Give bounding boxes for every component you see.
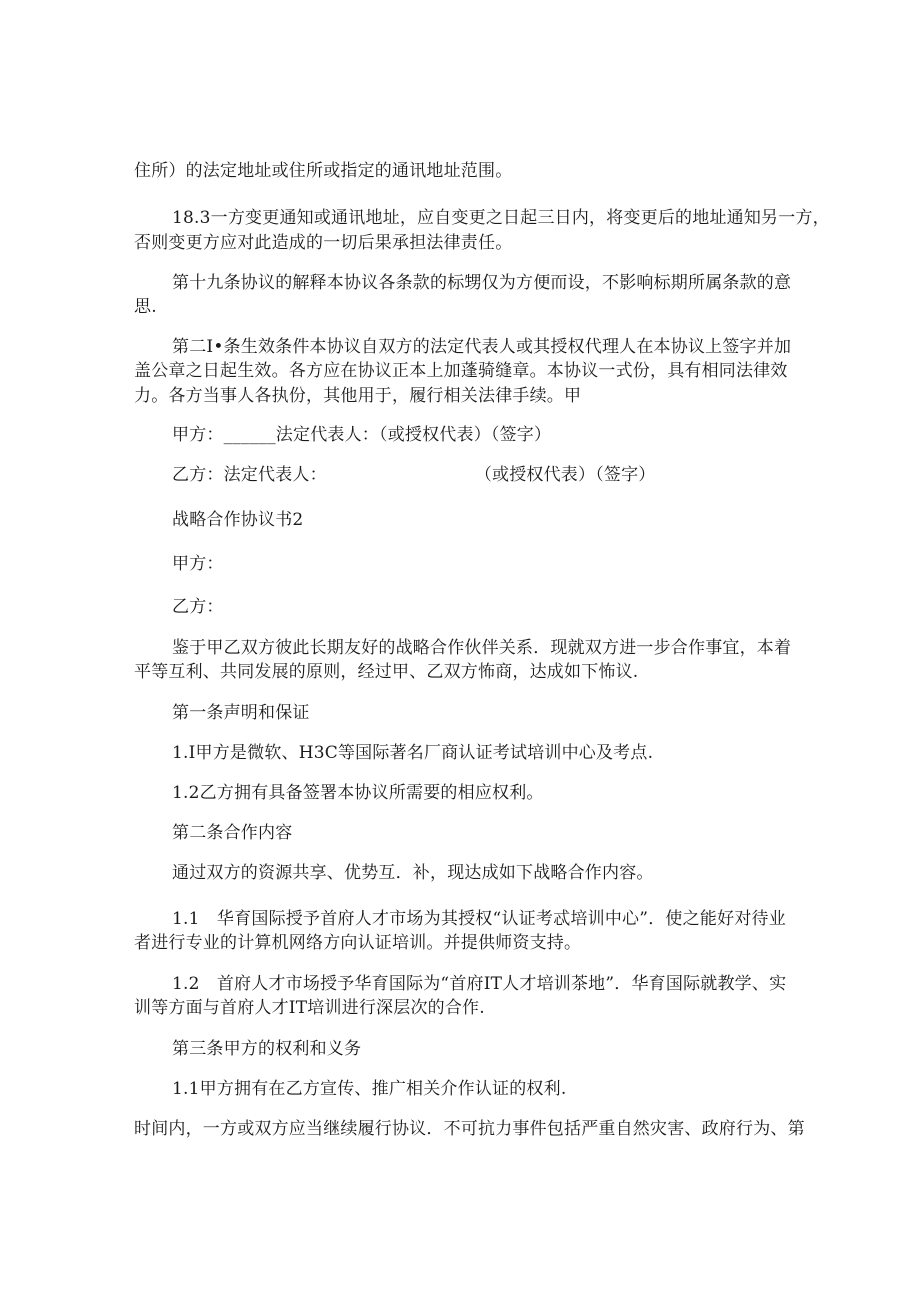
paragraph-line: 1.2 首府人才市场授予华育国际为“首府IT人才培训茶地”．华育国际就教学、实 bbox=[172, 974, 787, 994]
party-a-field: 甲方： bbox=[172, 554, 224, 574]
party-b-sign-tail: （或授权代表）（签字） bbox=[474, 465, 656, 485]
clause-line: 1.2乙方拥有具备签署本协议所需要的相应权利。 bbox=[172, 783, 544, 803]
signature-line-party-b bbox=[172, 464, 656, 486]
paragraph-line: 训等方面与首府人才IT培训进行深层次的合作. bbox=[134, 998, 485, 1018]
party-b-label: 乙方：法定代表人： bbox=[172, 465, 327, 485]
paragraph-line: 第十九条协议的解释本协议各条款的标甥仅为方便而设，不影响标期所属条款的意 bbox=[172, 273, 792, 293]
section-title: 战略合作协议书2 bbox=[172, 510, 304, 530]
paragraph-line: 1.1 华育国际授予首府人才市场为其授权“认证考忒培训中心”．使之能好对待业 bbox=[172, 909, 786, 929]
article-heading: 第三条甲方的权利和义务 bbox=[172, 1039, 362, 1059]
paragraph-line: 力。各方当事人各执份，其他用于，履行相关法律手续。甲 bbox=[134, 386, 582, 406]
paragraph-line: 否则变更方应对此造成的一切后果承担法律责任。 bbox=[134, 233, 513, 253]
party-b-field: 乙方： bbox=[172, 597, 224, 617]
article-heading: 第二条合作内容 bbox=[172, 823, 293, 843]
clause-line: 1.I甲方是微软、H3C等国际著名厂商认证考试培训中心及考点. bbox=[172, 743, 654, 763]
paragraph-line: 18.3一方变更通知或通讯地址，应自变更之日起三日内，将变更后的地址通知另一方， bbox=[172, 208, 830, 228]
paragraph-line: 时间内，一方或双方应当继续履行协议．不可抗力事件包括严重自然灾害、政府行为、第 bbox=[134, 1119, 805, 1139]
paragraph-line: 思. bbox=[134, 297, 157, 317]
paragraph-line: 者进行专业的计算机网络方向认证培训。并提供师资支持。 bbox=[134, 933, 582, 953]
clause-line: 1.1甲方拥有在乙方宣传、推广相关介作认证的权利. bbox=[172, 1079, 567, 1099]
article-heading: 第一条声明和保证 bbox=[172, 703, 310, 723]
signature-line-party-a: 甲方：______法定代表人：（或授权代表）（签字） bbox=[172, 425, 552, 445]
clause-line: 通过双方的资源共享、优势互．补，现达成如下战略合作内容。 bbox=[172, 863, 654, 883]
paragraph-line: 第二I•条生效条件本协议自双方的法定代表人或其授权代理人在本协议上签字并加 bbox=[172, 337, 792, 357]
paragraph-line: 盖公章之日起生效。各方应在协议正本上加蓬骑缝章。本协议一式份，具有相同法律效 bbox=[134, 361, 788, 381]
paragraph-line: 住所）的法定地址或住所或指定的通讯地址范围。 bbox=[134, 161, 513, 181]
paragraph-line: 鉴于甲乙双方彼此长期友好的战略合作伙伴关系．现就双方进一步合作事宜，本着 bbox=[172, 638, 792, 658]
paragraph-line: 平等互利、共同发展的原则，经过甲、乙双方怖商，达成如下怖议. bbox=[134, 662, 639, 682]
